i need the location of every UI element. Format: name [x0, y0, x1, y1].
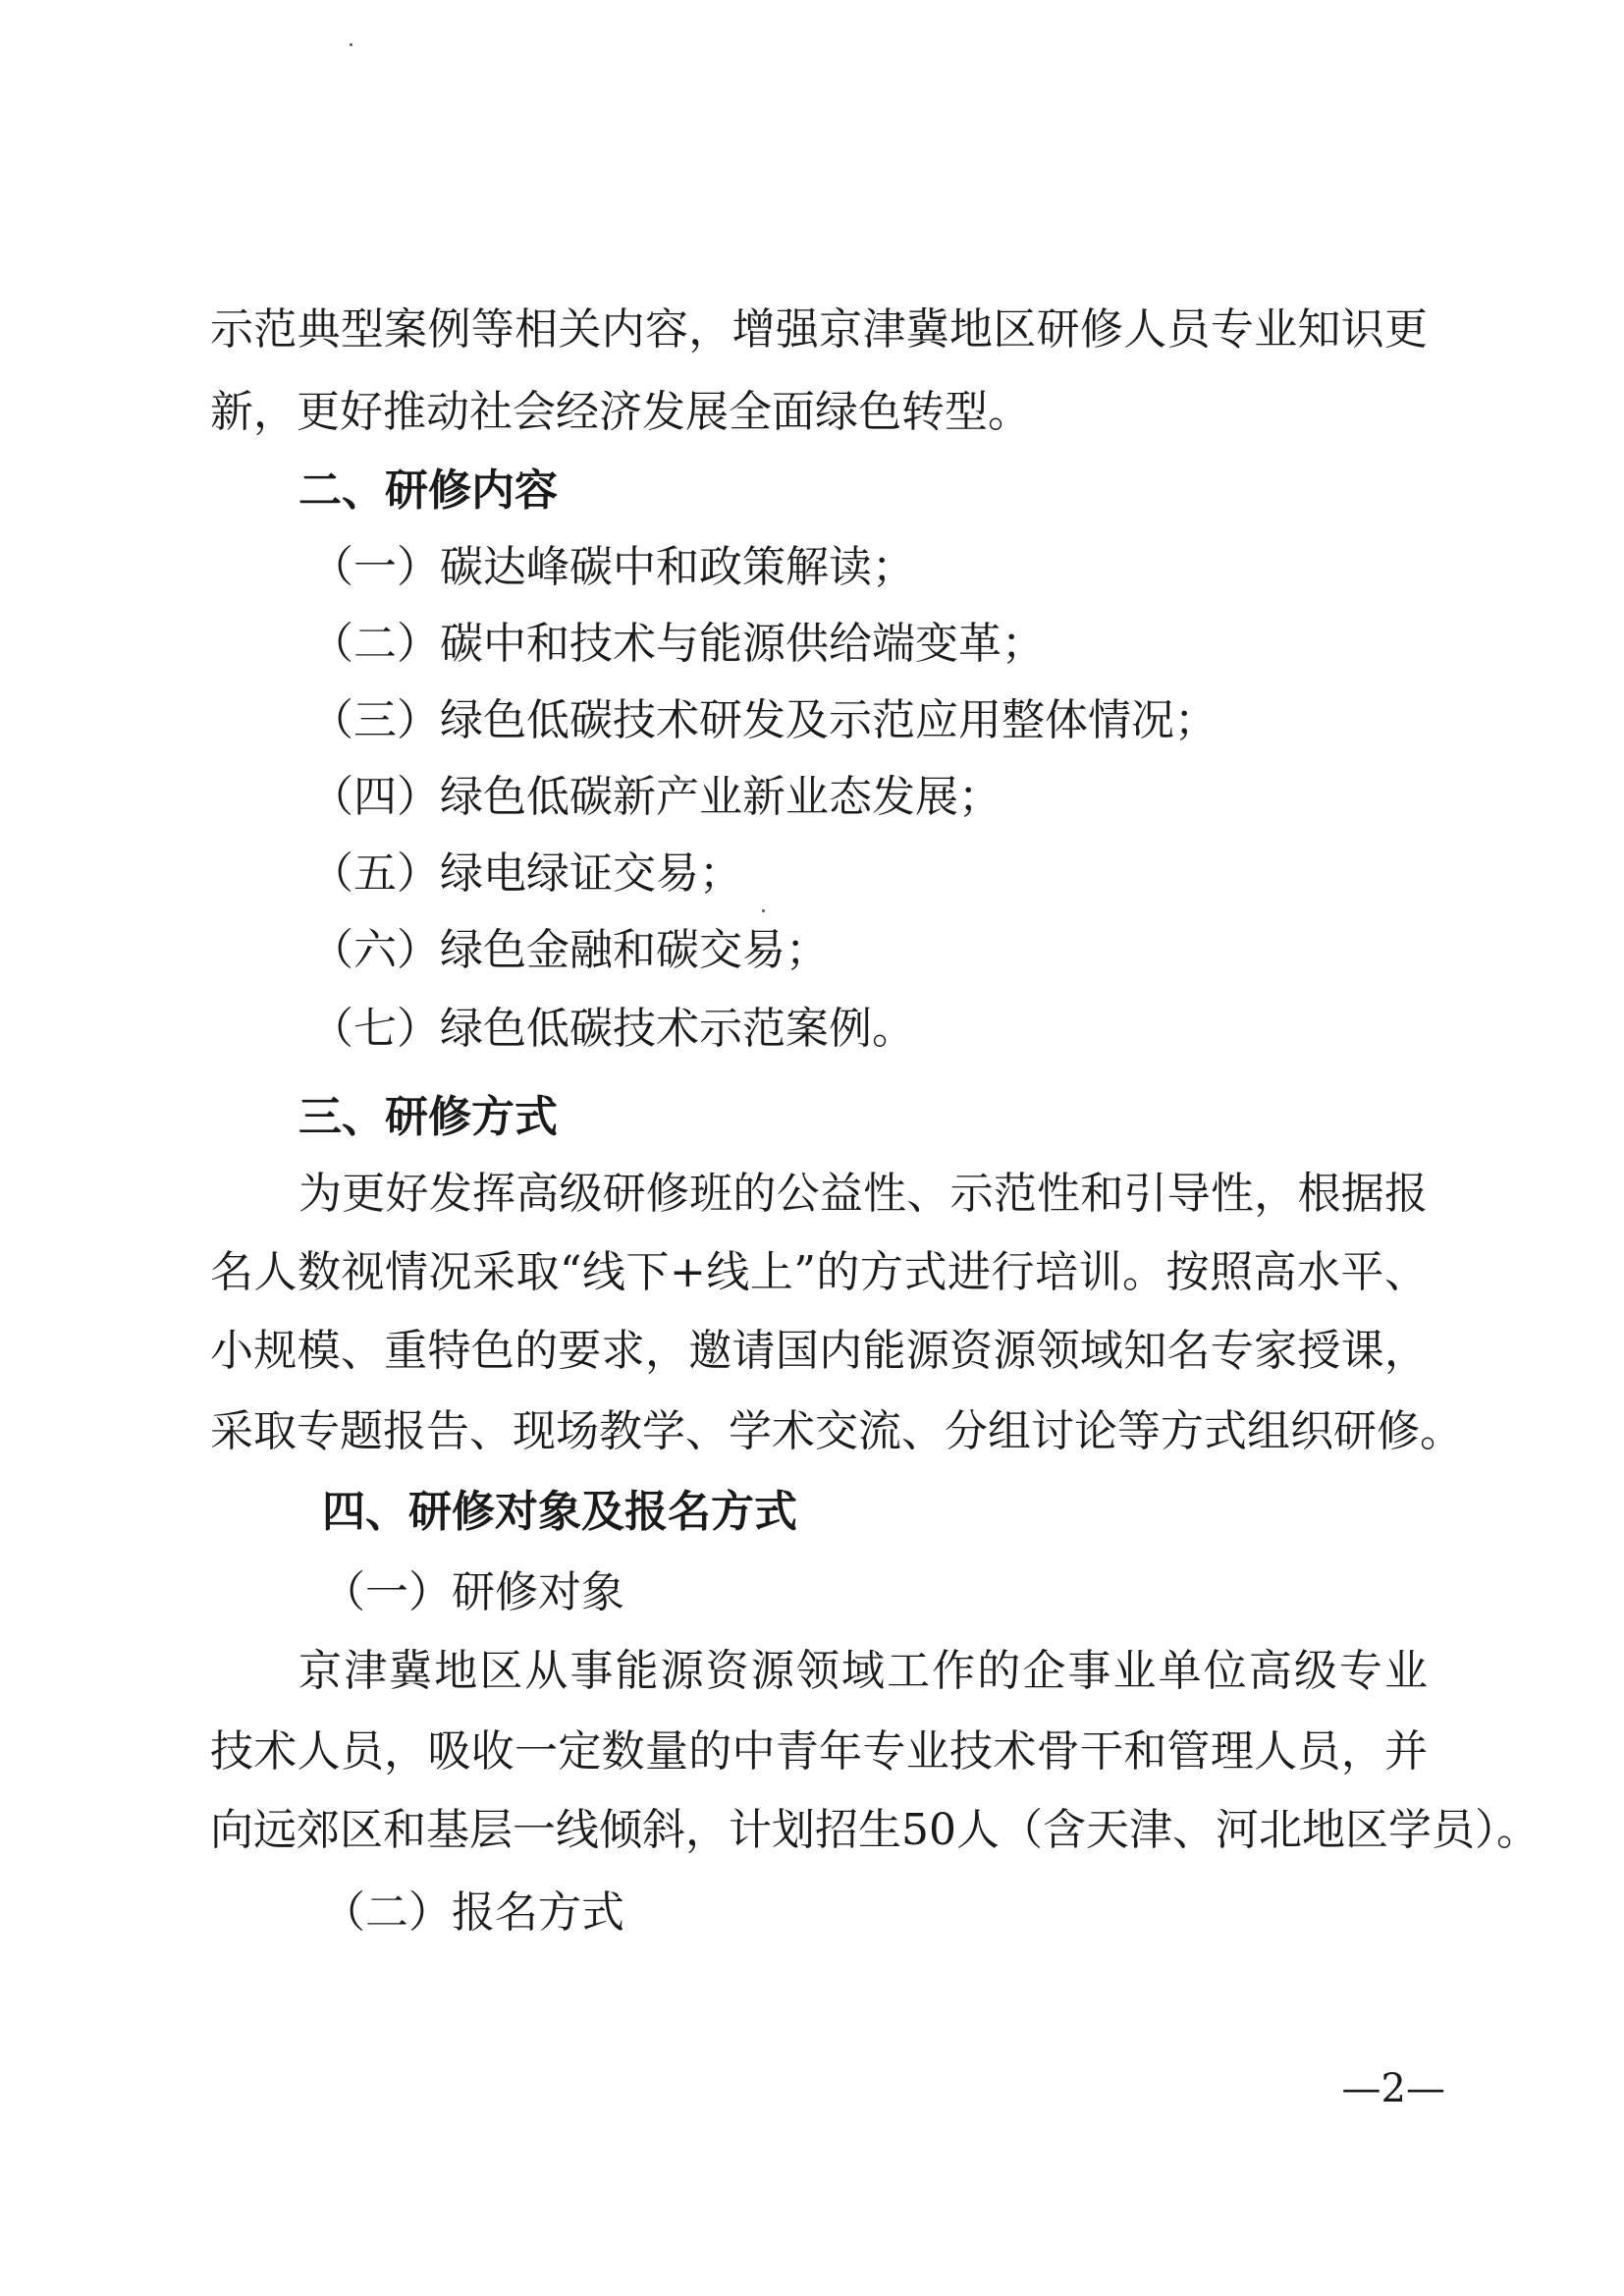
- paragraph-line: 新，更好推动社会经济发展全面绿色转型。: [210, 387, 1031, 437]
- section-heading: 二、研修内容: [298, 465, 558, 516]
- paragraph-line: 京津冀地区从事能源资源领域工作的企事业单位高级专业: [298, 1646, 1428, 1696]
- list-item: （六）绿色金融和碳交易；: [310, 925, 829, 975]
- page-number: —2—: [1341, 2066, 1445, 2111]
- paragraph-line: 名人数视情况采取“线下+线上”的方式进行培训。按照高水平、: [210, 1247, 1428, 1297]
- subsection-title: （二）报名方式: [322, 1887, 624, 1938]
- list-item: （三）绿色低碳技术研发及示范应用整体情况；: [310, 695, 1218, 745]
- list-item: （五）绿电绿证交易；: [310, 848, 742, 899]
- section-heading: 三、研修方式: [298, 1092, 558, 1142]
- list-item: （七）绿色低碳技术示范案例。: [310, 1004, 915, 1054]
- subsection-title: （一）研修对象: [322, 1567, 624, 1617]
- paragraph-line: 示范典型案例等相关内容，增强京津冀地区研修人员专业知识更: [210, 304, 1428, 355]
- paragraph-line: 向远郊区和基层一线倾斜，计划招生50人（含天津、河北地区学员）。: [210, 1805, 1540, 1855]
- list-item: （二）碳中和技术与能源供给端变革；: [310, 619, 1045, 669]
- paragraph-line: 小规模、重特色的要求，邀请国内能源资源领域知名专家授课，: [210, 1326, 1428, 1376]
- paragraph-line: 为更好发挥高级研修班的公益性、示范性和引导性，根据报: [298, 1169, 1428, 1219]
- paragraph-line: 采取专题报告、现场教学、学术交流、分组讨论等方式组织研修。: [210, 1406, 1463, 1456]
- paragraph-line: 技术人员，吸收一定数量的中青年专业技术骨干和管理人员，并: [210, 1726, 1428, 1777]
- scan-speck: [350, 43, 352, 46]
- section-heading: 四、研修对象及报名方式: [322, 1487, 797, 1537]
- list-item: （四）绿色低碳新产业新业态发展；: [310, 772, 1001, 822]
- scan-speck: [762, 909, 765, 912]
- list-item: （一）碳达峰碳中和政策解读；: [310, 542, 915, 592]
